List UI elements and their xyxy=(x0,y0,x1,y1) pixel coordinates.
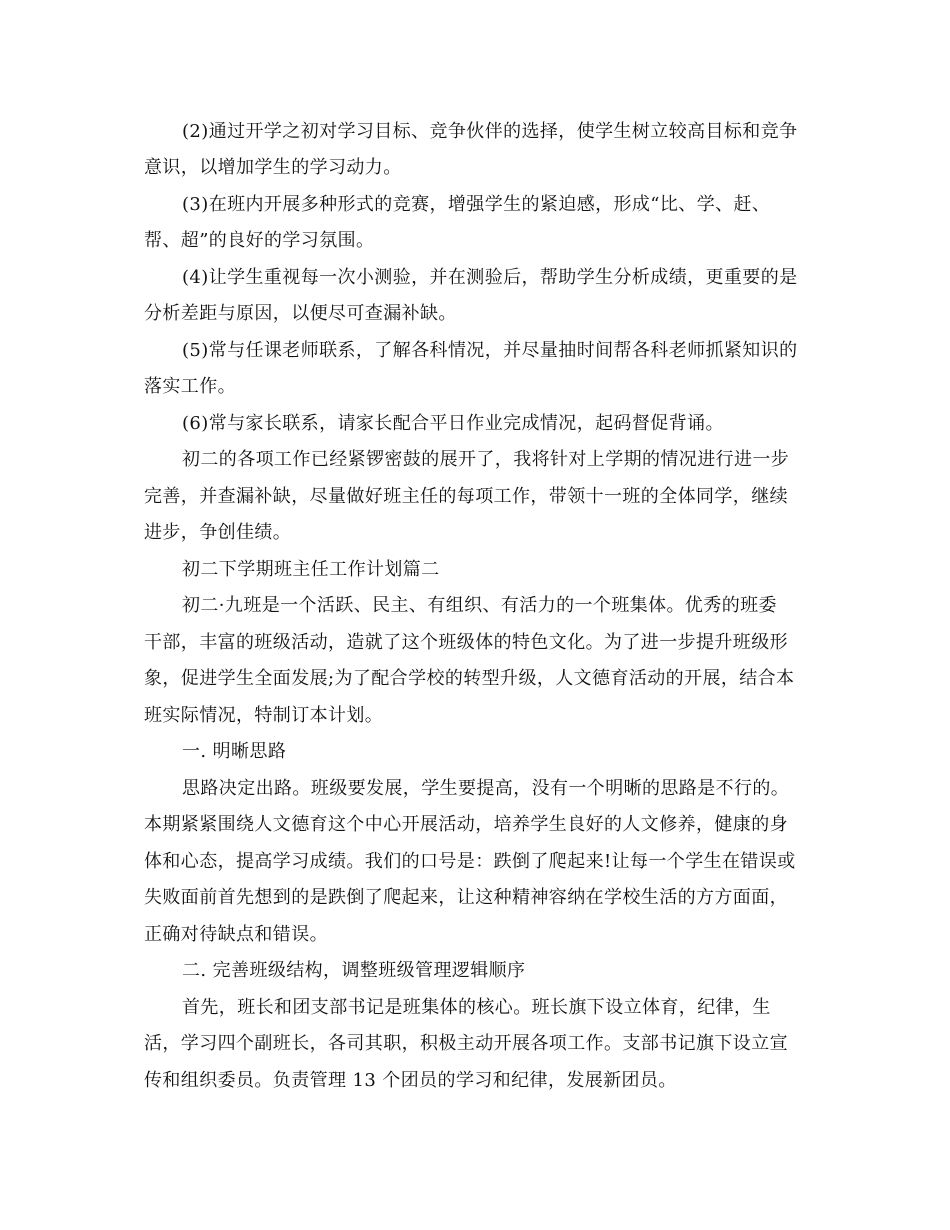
text-line: 活，学习四个副班长，各司其职，积极主动开展各项工作。支部书记旗下设立宣 xyxy=(144,1033,788,1054)
text-line: (2)通过开学之初对学习目标、竞争伙伴的选择，使学生树立较高目标和竞争 xyxy=(182,121,798,142)
text-line: 传和组织委员。负责管理 13 个团员的学习和纪律，发展新团员。 xyxy=(144,1070,677,1091)
text-line: 落实工作。 xyxy=(144,376,236,397)
text-line: (6)常与家长联系，请家长配合平日作业完成情况，起码督促背诵。 xyxy=(182,413,724,434)
subsection-heading: 二. 完善班级结构，调整班级管理逻辑顺序 xyxy=(182,960,526,981)
text-line: 分析差距与原因，以便尽可查漏补缺。 xyxy=(144,303,457,324)
text-line: 思路决定出路。班级要发展，学生要提高，没有一个明晰的思路是不行的。 xyxy=(182,778,790,799)
text-line: 帮、超”的良好的学习氛围。 xyxy=(144,230,375,251)
text-line: (4)让学生重视每一次小测验，并在测验后，帮助学生分析成绩，更重要的是 xyxy=(182,267,798,288)
text-line: 班实际情况，特制订本计划。 xyxy=(144,705,384,726)
text-line: 首先，班长和团支部书记是班集体的核心。班长旗下设立体育，纪律，生 xyxy=(182,997,771,1018)
section-title: 初二下学期班主任工作计划篇二 xyxy=(182,559,440,580)
text-line: (5)常与任课老师联系，了解各科情况，并尽量抽时间帮各科老师抓紧知识的 xyxy=(182,340,798,361)
text-line: 完善，并查漏补缺，尽量做好班主任的每项工作，带领十一班的全体同学，继续 xyxy=(144,486,788,507)
text-line: 象，促进学生全面发展;为了配合学校的转型升级，人文德育活动的开展，结合本 xyxy=(144,668,795,689)
text-line: 正确对待缺点和错误。 xyxy=(144,924,328,945)
text-line: 初二的各项工作已经紧锣密鼓的展开了，我将针对上学期的情况进行进一步 xyxy=(182,449,790,470)
text-line: 本期紧紧围绕人文德育这个中心开展活动，培养学生良好的人文修养，健康的身 xyxy=(144,814,788,835)
subsection-heading: 一. 明晰思路 xyxy=(182,741,287,762)
text-line: 体和心态，提高学习成绩。我们的口号是：跌倒了爬起来!让每一个学生在错误或 xyxy=(144,851,796,872)
text-line: 失败面前首先想到的是跌倒了爬起来，让这种精神容纳在学校生活的方方面面， xyxy=(144,887,788,908)
text-line: 初二·九班是一个活跃、民主、有组织、有活力的一个班集体。优秀的班委 xyxy=(182,595,777,616)
text-line: (3)在班内开展多种形式的竞赛，增强学生的紧迫感，形成“比、学、赶、 xyxy=(182,194,771,215)
text-line: 进步，争创佳绩。 xyxy=(144,522,292,543)
text-line: 意识，以增加学生的学习动力。 xyxy=(144,157,402,178)
text-line: 干部，丰富的班级活动，造就了这个班级体的特色文化。为了进一步提升班级形 xyxy=(144,632,788,653)
